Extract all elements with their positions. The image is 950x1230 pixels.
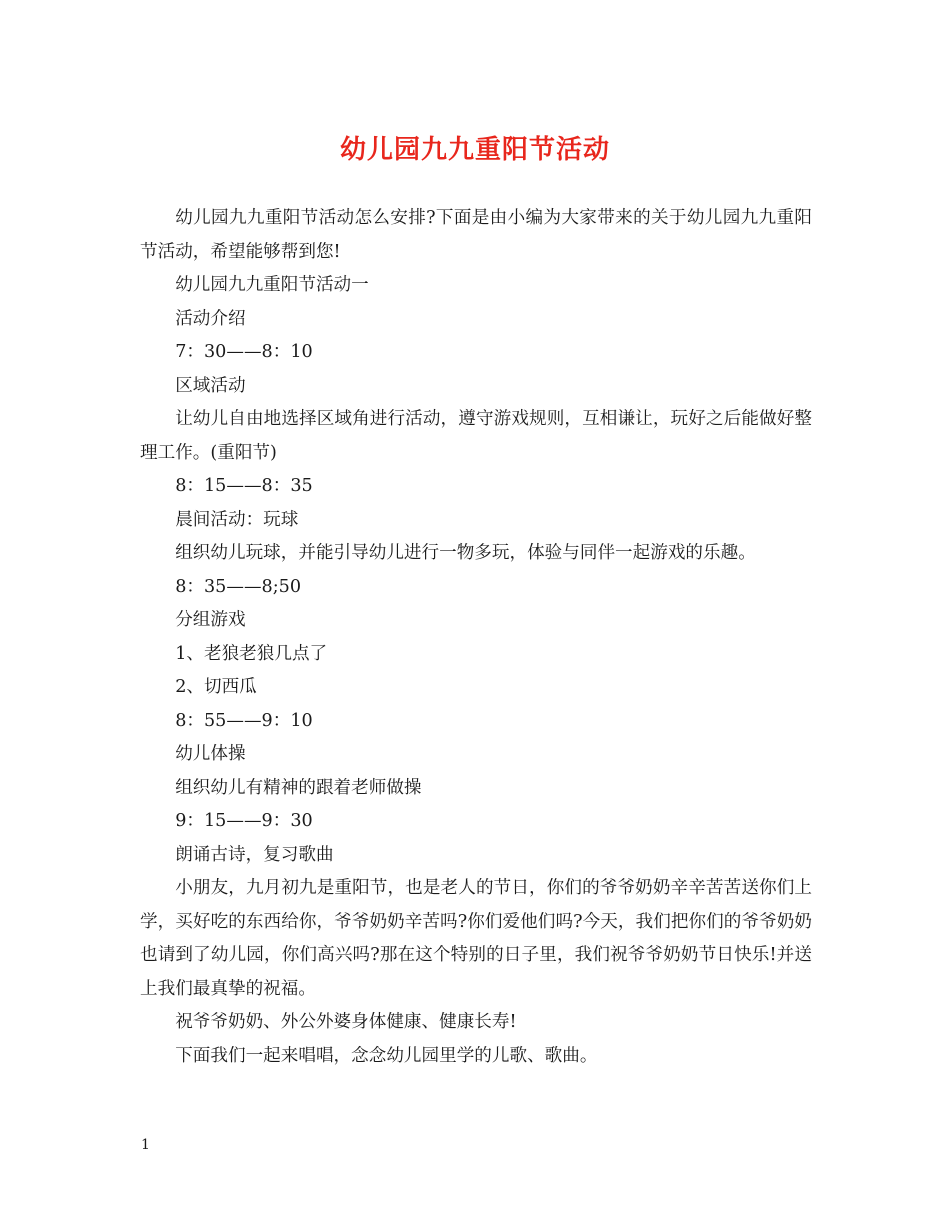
paragraph-game-2: 2、切西瓜	[175, 677, 257, 697]
paragraph-activity-4: 幼儿体操	[175, 744, 246, 764]
paragraph-activity-intro: 活动介绍	[175, 308, 246, 329]
paragraph-intro: 幼儿园九九重阳节活动怎么安排?下面是由小编为大家带来的关于幼儿园九九重阳节活动，希望能够帮到您!	[140, 208, 812, 262]
paragraph-speech: 小朋友，九月初九是重阳节，也是老人的节日，你们的爷爷奶奶辛辛苦苦送你们上学，买好吃的东西给你，爷爷奶奶辛苦吗?你们爱他们吗?今天，我们把你们的爷爷奶奶也请到了幼儿园，你们高兴吗?那在这个特别的日子里，我们祝爷爷奶奶节日快乐!并送上我们最真挚的祝福。	[140, 878, 812, 999]
paragraph-description-2: 组织幼儿玩球，并能引导幼儿进行一物多玩，体验与同伴一起游戏的乐趣。	[175, 543, 756, 563]
paragraph-activity-1: 区域活动	[175, 375, 246, 396]
paragraph-description-4: 组织幼儿有精神的跟着老师做操	[175, 777, 422, 798]
paragraph-time-1: 7：30——8：10	[175, 342, 313, 362]
paragraph-activity-3: 分组游戏	[175, 610, 246, 630]
document-title: 幼儿园九九重阳节活动	[339, 135, 610, 165]
paragraph-time-2: 8：15——8：35	[175, 476, 313, 496]
paragraph-game-1: 1、老狼老狼几点了	[175, 643, 328, 664]
paragraph-activity-2: 晨间活动：玩球	[175, 509, 299, 530]
paragraph-closing: 下面我们一起来唱唱，念念幼儿园里学的儿歌、歌曲。	[175, 1045, 598, 1066]
paragraph-section-heading: 幼儿园九九重阳节活动一	[175, 275, 369, 295]
paragraph-time-3: 8：35——8;50	[175, 576, 302, 597]
paragraph-description-1: 让幼儿自由地选择区域角进行活动，遵守游戏规则，互相谦让，玩好之后能做好整理工作。(重阳节)	[140, 409, 812, 463]
paragraph-activity-5: 朗诵古诗，复习歌曲	[175, 844, 334, 865]
document-body	[140, 202, 812, 1073]
page-number: 1	[141, 1137, 150, 1153]
paragraph-time-4: 8：55——9：10	[175, 710, 313, 731]
paragraph-blessing: 祝爷爷奶奶、外公外婆身体健康、健康长寿!	[175, 1012, 517, 1032]
paragraph-time-5: 9：15——9：30	[175, 811, 313, 831]
